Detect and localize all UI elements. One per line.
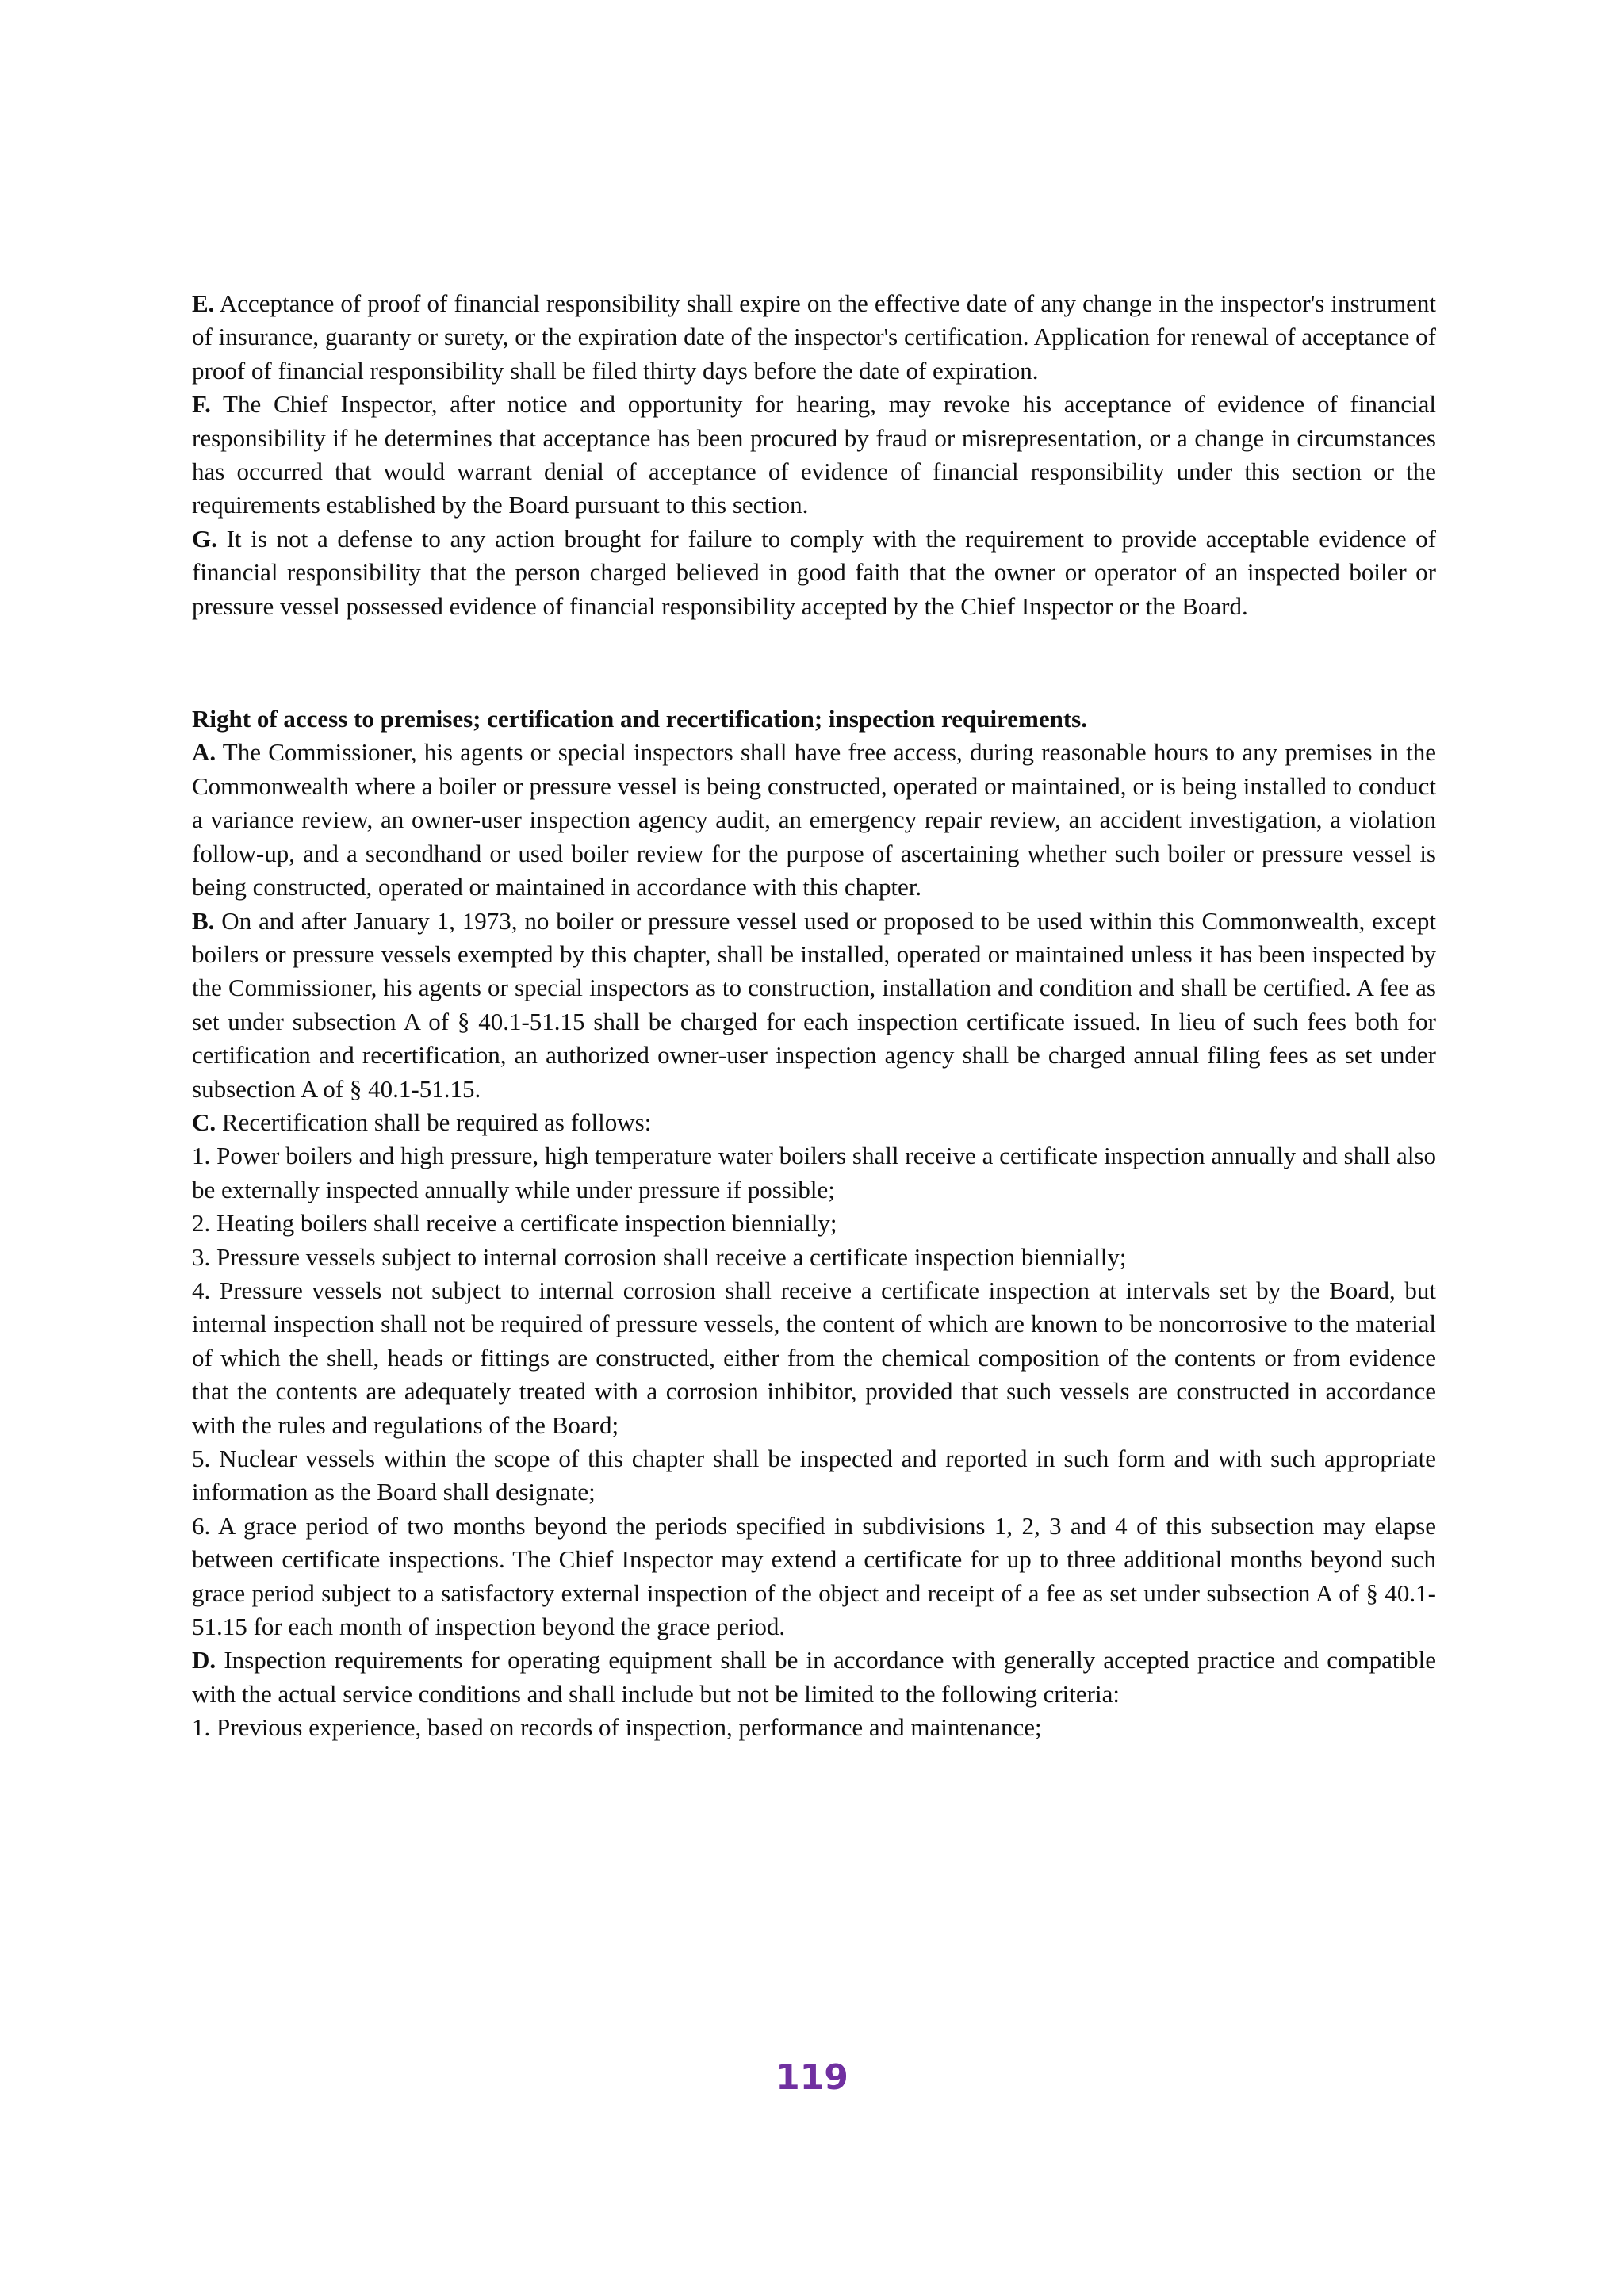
list-item: 6. A grace period of two months beyond the periods specified in subdivisions 1, 2, 3 and 4 of this subsection may elapse between certificate inspections. The Chief Inspector may extend a certificate for up to three additional months beyond such grace period subject to a satisfactory external inspection of the object and receipt of a fee as set under subsection A of § 40.1-51.15 for each month of inspection beyond the grace period. bbox=[192, 1511, 1436, 1641]
page-body bbox=[192, 287, 1436, 1745]
list-item: 1. Power boilers and high pressure, high temperature water boilers shall receive a certificate inspection annually and shall also be externally inspected annually while under pressure if possible; bbox=[192, 1142, 1436, 1203]
paragraph-text: It is not a defense to any action brought for failure to comply with the requirement to provide acceptable evidence of financial responsibility that the person charged believed in good faith that the owner or operator of an inspected boiler or pressure vessel possessed evidence of financial responsibility accepted by the Chief Inspector or the Board. bbox=[192, 524, 1436, 620]
paragraph-label: D. bbox=[192, 1646, 216, 1674]
paragraph-text: The Commissioner, his agents or special inspectors shall have free access, during reasonable hours to any premises in the Commonwealth where a boiler or pressure vessel is being constructed, operated or maintained, or is being installed to conduct a variance review, an owner-user inspection agency audit, an emergency repair review, an accident investigation, a violation follow-up, and a secondhand or used boiler review for the purpose of ascertaining whether such boiler or pressure vessel is being constructed, operated or maintained in accordance with this chapter. bbox=[192, 738, 1436, 901]
list-item: 1. Previous experience, based on records of inspection, performance and maintenance; bbox=[192, 1713, 1042, 1742]
list-item: 4. Pressure vessels not subject to internal corrosion shall receive a certificate inspection at intervals set by the Board, but internal inspection shall not be required of pressure vessels, the content of which are known to be noncorrosive to the material of which the shell, heads or fittings are constructed, either from the chemical composition of the contents or from evidence that the contents are adequately treated with a corrosion inhibitor, provided that such vessels are constructed in accordance with the rules and regulations of the Board; bbox=[192, 1276, 1436, 1439]
paragraph-a bbox=[192, 736, 1436, 904]
paragraph-text: Acceptance of proof of financial responsibility shall expire on the effective date of any change in the inspector's instrument of insurance, guaranty or surety, or the expiration date of the inspector's certification. Application for renewal of acceptance of proof of financial responsibility shall be filed thirty days before the date of expiration. bbox=[192, 289, 1436, 385]
paragraph-label: C. bbox=[192, 1108, 216, 1136]
list-item: 5. Nuclear vessels within the scope of this chapter shall be inspected and reported in such form and with such appropriate information as the Board shall designate; bbox=[192, 1445, 1436, 1506]
paragraph-text: On and after January 1, 1973, no boiler or pressure vessel used or proposed to be used within this Commonwealth, except boilers or pressure vessels exempted by this chapter, shall be installed, operated or maintained unless it has been inspected by the Commissioner, his agents or special inspectors as to construction, installation and condition and shall be certified. A fee as set under subsection A of § 40.1-51.15 shall be charged for each inspection certificate issued. In lieu of such fees both for certification and recertification, an authorized owner-user inspection agency shall be charged annual filing fees as set under subsection A of § 40.1-51.15. bbox=[192, 906, 1436, 1103]
paragraph-b bbox=[192, 905, 1436, 1106]
paragraph-d bbox=[192, 1644, 1436, 1711]
section-heading: Right of access to premises; certification and recertification; inspection requirements. bbox=[192, 705, 1087, 733]
paragraph-text: Recertification shall be required as follows: bbox=[216, 1108, 652, 1136]
paragraph-label: A. bbox=[192, 738, 216, 767]
paragraph-g bbox=[192, 522, 1436, 623]
section-spacer bbox=[192, 623, 1436, 702]
paragraph-label: F. bbox=[192, 390, 211, 419]
paragraph-label: B. bbox=[192, 906, 215, 935]
page-number: 119 bbox=[776, 2057, 848, 2098]
paragraph-text: The Chief Inspector, after notice and opportunity for hearing, may revoke his acceptance of evidence of financial responsibility if he determines that acceptance has been procured by fraud or misrepresentation, or a change in circumstances has occurred that would warrant denial of acceptance of evidence of financial responsibility under this section or the requirements established by the Board pursuant to this section. bbox=[192, 390, 1436, 519]
paragraph-c bbox=[192, 1106, 1436, 1139]
paragraph-label: E. bbox=[192, 289, 215, 317]
list-item: 2. Heating boilers shall receive a certificate inspection biennially; bbox=[192, 1209, 837, 1238]
paragraph-f bbox=[192, 388, 1436, 522]
paragraph-text: Inspection requirements for operating equipment shall be in accordance with generally accepted practice and compatible with the actual service conditions and shall include but not be limited to the following criteria: bbox=[192, 1646, 1436, 1708]
paragraph-label: G. bbox=[192, 524, 217, 553]
list-item: 3. Pressure vessels subject to internal corrosion shall receive a certificate inspection biennially; bbox=[192, 1242, 1127, 1271]
paragraph-e bbox=[192, 287, 1436, 388]
